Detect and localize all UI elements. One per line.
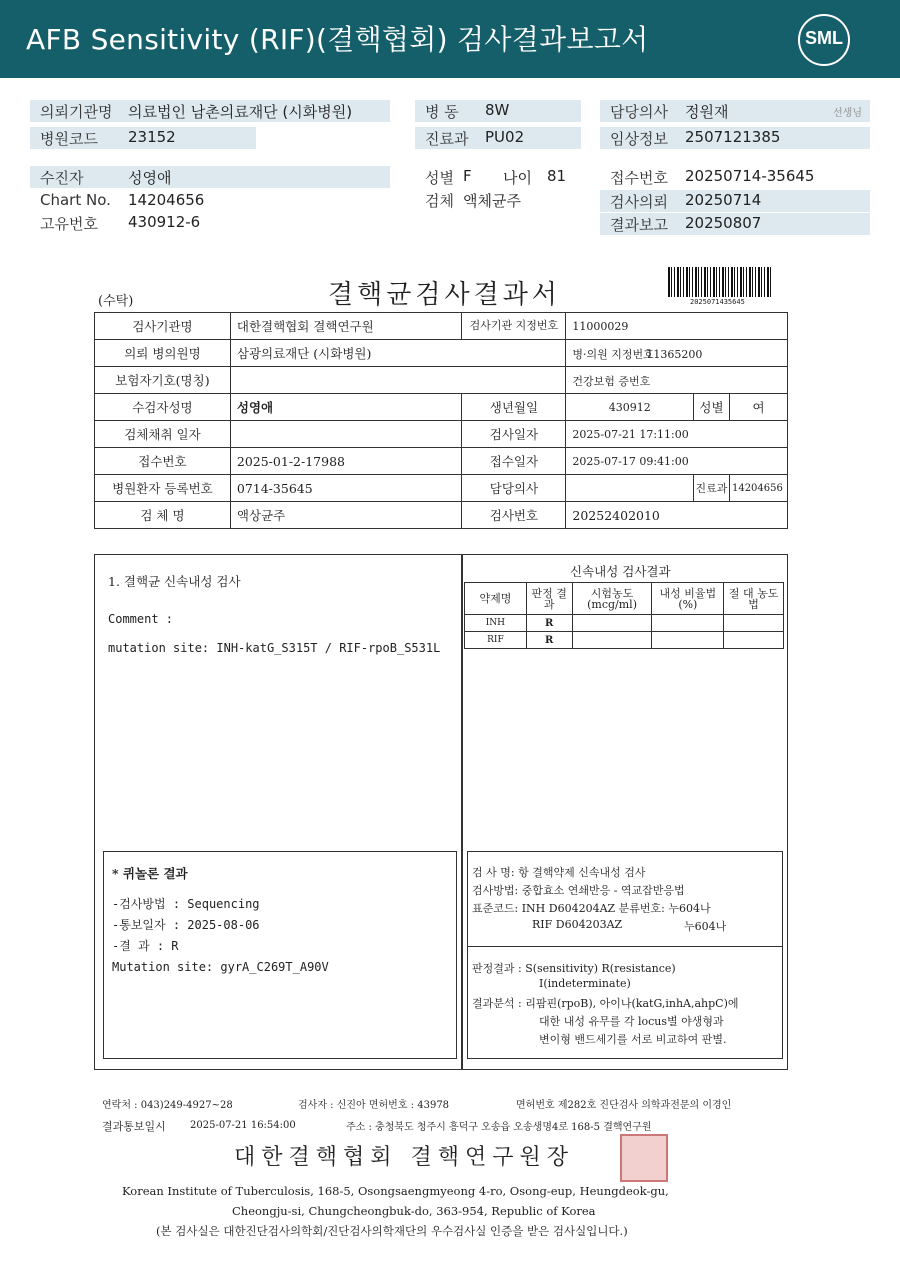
specimen-label: 검체 bbox=[425, 192, 454, 210]
sens-title: 신속내성 검사결과 bbox=[570, 564, 671, 579]
report-header bbox=[0, 0, 900, 78]
quinolone-mutation: Mutation site: gyrA_C269T_A90V bbox=[112, 960, 329, 974]
drug-name: RIF bbox=[465, 632, 527, 649]
drug-result: R bbox=[526, 632, 572, 649]
receipt-label: 접수번호 bbox=[610, 169, 668, 187]
dept-value: PU02 bbox=[485, 128, 525, 146]
info-patient bbox=[30, 166, 390, 188]
info-hospital-code bbox=[30, 127, 256, 149]
sex-label: 성별 bbox=[425, 169, 454, 187]
header-result: 판정 결과 bbox=[526, 583, 572, 615]
header-conc: 시험농도 (mcg/ml) bbox=[572, 583, 652, 615]
footer-contact: 연락처 : 043)249-4927~28 bbox=[102, 1100, 233, 1111]
doc-doctor-value bbox=[566, 475, 694, 502]
health-no-cell bbox=[566, 367, 788, 394]
info-report bbox=[600, 213, 870, 235]
doc-receipt-label: 접수번호 bbox=[95, 448, 231, 475]
footer-report-time: 2025-07-21 16:54:00 bbox=[190, 1120, 296, 1131]
birth-label: 생년월일 bbox=[462, 394, 566, 421]
age-value: 81 bbox=[547, 167, 567, 185]
info-dept bbox=[415, 127, 581, 149]
test-date-value: 2025-07-21 17:11:00 bbox=[566, 421, 788, 448]
table-row bbox=[465, 632, 784, 649]
birth-value: 430912 bbox=[566, 394, 694, 421]
clinical-value: 2507121385 bbox=[685, 128, 781, 146]
table-row bbox=[95, 340, 788, 367]
patient-name-label: 수검자성명 bbox=[95, 394, 231, 421]
table-row bbox=[95, 502, 788, 529]
chart-label: Chart No. bbox=[40, 191, 111, 209]
analysis-line1: 결과분석 : 리팜핀(rpoB), 아이나(katG,inhA,ahpC)에 bbox=[472, 997, 739, 1010]
request-value: 20250714 bbox=[685, 191, 762, 209]
info-specimen bbox=[415, 189, 595, 211]
insured-label: 보험자기호(명칭) bbox=[95, 367, 231, 394]
code-rif: RIF D604203AZ bbox=[532, 918, 623, 931]
report-value: 20250807 bbox=[685, 214, 762, 232]
doc-dept-value: 14204656 bbox=[729, 475, 787, 502]
info-receipt bbox=[600, 166, 870, 188]
analysis-line3: 변이형 밴드세기를 서로 비교하여 판별. bbox=[539, 1033, 727, 1046]
footer-tester: 검사자 : 신진아 면허번호 : 43978 bbox=[298, 1100, 450, 1111]
section-title: 1. 결핵균 신속내성 검사 bbox=[108, 574, 241, 589]
report-label: 결과보고 bbox=[610, 216, 668, 234]
hospital-value: 의료법인 남촌의료재단 (시화병원) bbox=[128, 103, 353, 121]
header-abs: 절 대 농도법 bbox=[724, 583, 784, 615]
sex-value: F bbox=[463, 167, 472, 185]
patient-value: 성영애 bbox=[128, 169, 172, 187]
doc-receipt-value: 2025-01-2-17988 bbox=[230, 448, 462, 475]
info-ward bbox=[415, 100, 581, 122]
receipt-date-value: 2025-07-17 09:41:00 bbox=[566, 448, 788, 475]
inst-no-label: 검사기관 지정번호 bbox=[462, 313, 566, 340]
test-date-label: 검사일자 bbox=[462, 421, 566, 448]
sensitivity-table bbox=[464, 582, 784, 649]
quinolone-title: * 퀴놀론 결과 bbox=[112, 866, 188, 881]
patient-label: 수진자 bbox=[40, 169, 84, 187]
hosp-no-label: 병·의원 지정번호 bbox=[572, 347, 654, 361]
reg-label: 병원환자 등록번호 bbox=[95, 475, 231, 502]
collect-label: 검체채취 일자 bbox=[95, 421, 231, 448]
table-row bbox=[95, 448, 788, 475]
req-hosp-value: 삼광의료재단 (시화병원) bbox=[230, 340, 566, 367]
dept-label: 진료과 bbox=[425, 130, 469, 148]
quinolone-notify: -통보일자 : 2025-08-06 bbox=[112, 918, 260, 932]
chart-value: 14204656 bbox=[128, 191, 205, 209]
doc-sex-value: 여 bbox=[729, 394, 787, 421]
doc-info-table bbox=[94, 312, 788, 529]
info-unique bbox=[30, 212, 390, 234]
table-row bbox=[95, 313, 788, 340]
doc-sex-label: 성별 bbox=[694, 394, 730, 421]
table-row bbox=[95, 394, 788, 421]
ward-value: 8W bbox=[485, 101, 510, 119]
footer-address: 주소 : 충청북도 청주시 흥덕구 오송읍 오송생명4로 168-5 결핵연구원 bbox=[346, 1122, 652, 1133]
health-no-label: 건강보험 증번호 bbox=[572, 374, 651, 388]
barcode-icon bbox=[668, 267, 772, 297]
test-no-label: 검사번호 bbox=[462, 502, 566, 529]
hospital-code-label: 병원코드 bbox=[40, 130, 98, 148]
official-seal-icon bbox=[620, 1134, 668, 1182]
report-title: AFB Sensitivity (RIF)(결핵협회) 검사결과보고서 bbox=[26, 23, 649, 56]
doc-subtitle: (수탁) bbox=[98, 294, 134, 309]
table-row bbox=[465, 583, 784, 615]
doc-title: 결핵균검사결과서 bbox=[328, 280, 561, 310]
drug-result: R bbox=[526, 615, 572, 632]
info-request bbox=[600, 190, 870, 212]
logo-text: SML bbox=[805, 28, 843, 48]
judge-line1: 판정결과 : S(sensitivity) R(resistance) bbox=[472, 962, 676, 975]
unique-value: 430912-6 bbox=[128, 213, 201, 231]
code-inh: 표준코드: INH D604204AZ 분류번호: 누604나 bbox=[472, 902, 711, 915]
footer-english1: Korean Institute of Tuberculosis, 168-5, Osongsaengmyeong 4-ro, Osong-eup, Heungdeok-gu, bbox=[122, 1184, 669, 1198]
info-clinical bbox=[600, 127, 870, 149]
info-hospital bbox=[30, 100, 390, 122]
doc-doctor-label: 담당의사 bbox=[462, 475, 566, 502]
inst-no-value: 11000029 bbox=[566, 313, 788, 340]
footer-report-time-label: 결과통보일시 bbox=[102, 1120, 166, 1133]
quinolone-result: -결 과 : R bbox=[112, 939, 179, 953]
doc-specimen-value: 액상균주 bbox=[230, 502, 462, 529]
barcode-number: 2025071435645 bbox=[690, 298, 745, 306]
req-hosp-label: 의뢰 병의원명 bbox=[95, 340, 231, 367]
ward-label: 병 동 bbox=[425, 103, 459, 121]
reg-value: 0714-35645 bbox=[230, 475, 462, 502]
table-row bbox=[95, 475, 788, 502]
receipt-date-label: 접수일자 bbox=[462, 448, 566, 475]
receipt-value: 20250714-35645 bbox=[685, 167, 815, 185]
quinolone-box bbox=[103, 851, 457, 1059]
hospital-code-value: 23152 bbox=[128, 128, 176, 146]
header-ratio: 내성 비율법(%) bbox=[652, 583, 724, 615]
sml-logo bbox=[798, 14, 850, 66]
hospital-label: 의뢰기관명 bbox=[40, 103, 113, 121]
test-no-value: 20252402010 bbox=[566, 502, 788, 529]
doctor-value: 정원재 bbox=[685, 103, 729, 121]
mutation-site: mutation site: INH-katG_S315T / RIF-rpoB_S531L bbox=[108, 641, 441, 655]
comment-label: Comment : bbox=[108, 612, 174, 626]
doc-dept-label: 진료과 bbox=[694, 475, 730, 502]
analysis-line2: 대한 내성 유무를 각 locus별 야생형과 bbox=[539, 1015, 724, 1028]
table-row bbox=[465, 615, 784, 632]
drug-name: INH bbox=[465, 615, 527, 632]
hosp-no-value: 11365200 bbox=[646, 347, 703, 361]
doc-specimen-label: 검 체 명 bbox=[95, 502, 231, 529]
patient-name-value: 성영애 bbox=[230, 394, 462, 421]
info-doctor bbox=[600, 100, 870, 122]
doctor-label: 담당의사 bbox=[610, 103, 668, 121]
footer-org-name: 대한결핵협회 결핵연구원장 bbox=[234, 1145, 575, 1170]
table-row bbox=[95, 421, 788, 448]
inst-value: 대한결핵협회 결핵연구원 bbox=[230, 313, 462, 340]
insured-value bbox=[230, 367, 566, 394]
code-rif-class: 누604나 bbox=[684, 920, 727, 933]
judge-line2: I(indeterminate) bbox=[539, 977, 631, 990]
request-label: 검사의뢰 bbox=[610, 193, 668, 211]
inst-label: 검사기관명 bbox=[95, 313, 231, 340]
doctor-suffix: 선생님 bbox=[833, 108, 862, 119]
specimen-value: 액체균주 bbox=[463, 192, 521, 210]
test-name: 검 사 명: 항 결핵약제 신속내성 검사 bbox=[472, 866, 646, 879]
footer-license: 면허번호 제282호 진단검사 의학과전문의 이경인 bbox=[516, 1100, 732, 1111]
collect-value bbox=[230, 421, 462, 448]
quinolone-method: -검사방법 : Sequencing bbox=[112, 897, 260, 911]
hosp-no-cell bbox=[566, 340, 788, 367]
clinical-label: 임상정보 bbox=[610, 130, 668, 148]
header-drug: 약제명 bbox=[465, 583, 527, 615]
age-label: 나이 bbox=[503, 169, 532, 187]
test-method: 검사방법: 중합효소 연쇄반응 - 역교잡반응법 bbox=[472, 884, 685, 897]
unique-label: 고유번호 bbox=[40, 215, 98, 233]
info-sex-age bbox=[415, 166, 595, 188]
footer-english2: Cheongju-si, Chungcheongbuk-do, 363-954, Republic of Korea bbox=[232, 1204, 596, 1218]
info-chart bbox=[30, 190, 390, 212]
footer-note: (본 검사실은 대한진단검사의학회/진단검사의학재단의 우수검사실 인증을 받은 검사실입니다.) bbox=[156, 1224, 628, 1238]
table-row bbox=[95, 367, 788, 394]
